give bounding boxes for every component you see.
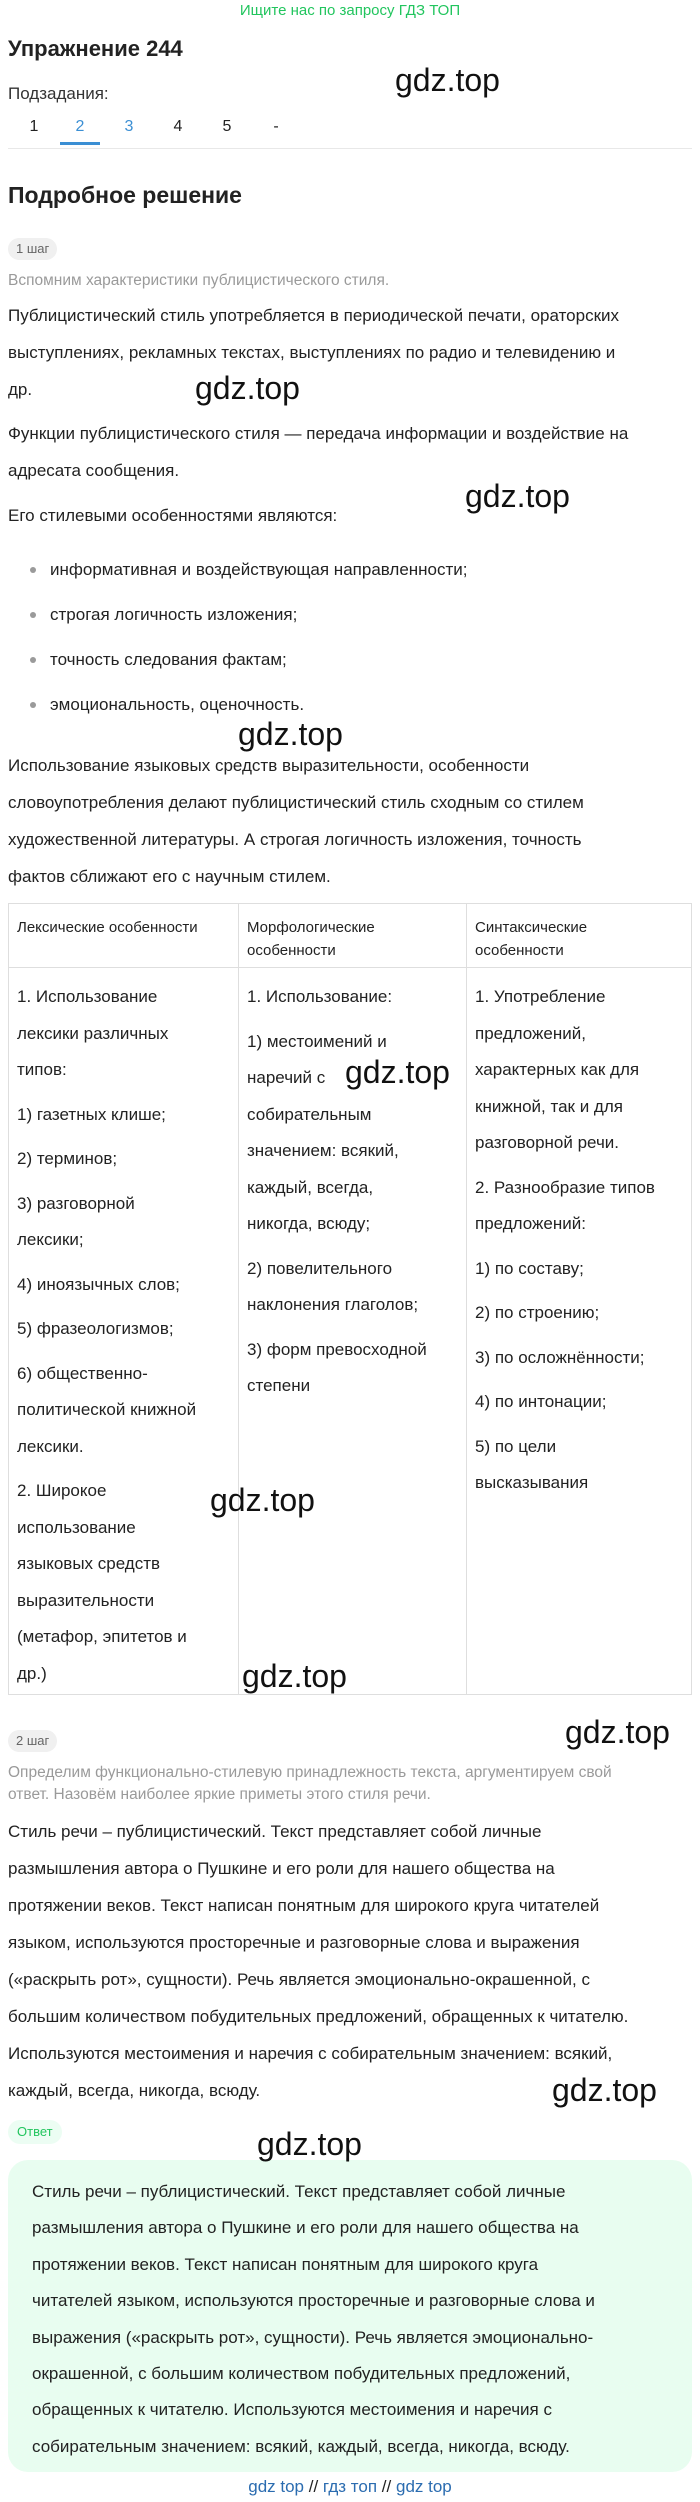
step-1-paragraph-1: Публицистический стиль употребляется в периодической печати, ораторских выступлениях, рекламных текстах, выступлениях по радио и телевидению и др. bbox=[8, 306, 620, 399]
watermark: gdz.top bbox=[195, 370, 300, 406]
table-cell: 1. Использование: 1) местоимений и наречий с собирательным значением: всякий, каждый, всегда, никогда, всюду; 2) повелительного наклонения глаголов; 3) форм превосходной степени bbox=[247, 987, 427, 1395]
tab-3[interactable]: 3 bbox=[124, 118, 134, 135]
tab-1[interactable]: 1 bbox=[29, 118, 39, 135]
watermark: gdz.top bbox=[565, 1714, 670, 1750]
top-banner: Ищите нас по запросу ГДЗ ТОП bbox=[239, 2, 461, 19]
page-title: Упражнение 244 bbox=[8, 36, 183, 61]
table-header-cell: Синтаксические особенности bbox=[467, 904, 691, 968]
watermark: gdz.top bbox=[242, 1658, 347, 1694]
footer-link-gdz-top[interactable]: gdz top bbox=[248, 2477, 304, 2496]
step-1-paragraph-2: Функции публицистического стиля — передача информации и воздействие на адресата сообщения. bbox=[8, 424, 629, 480]
watermark: gdz.top bbox=[238, 716, 343, 752]
footer-link-gdz-top-2[interactable]: gdz top bbox=[395, 2477, 452, 2496]
tab-2[interactable]: 2 bbox=[60, 112, 100, 145]
subtasks-label: Подзадания: bbox=[8, 84, 109, 103]
footer-separator: // bbox=[381, 2477, 392, 2496]
tab-more[interactable]: - bbox=[273, 118, 279, 135]
table-column-syntactic bbox=[466, 904, 691, 1694]
table-cell: 1. Использование лексики различных типов: 1) газетных клише; 2) терминов; 3) разговорной лексики; 4) иноязычных слов; 5) фразеологизмов; 6) общественно- политической книжной лексики. 2. Широкое использование языковых средств выразительности (метафор, эпитетов и др.) bbox=[17, 987, 197, 1683]
step-1-paragraph-3: Его стилевыми особенностями являются: bbox=[8, 506, 338, 525]
step-1-paragraph-4: Использование языковых средств выразительности, особенности словоупотребления делают публицистический стиль сходным со стилем художественной литературы. А строгая логичность изложения, точность фактов сближают его с научным стилем. bbox=[8, 756, 584, 886]
watermark: gdz.top bbox=[395, 62, 500, 98]
list-item: строгая логичность изложения; bbox=[8, 595, 468, 640]
features-table bbox=[8, 903, 692, 1695]
list-item: информативная и воздействующая направленности; bbox=[8, 550, 468, 595]
watermark: gdz.top bbox=[210, 1482, 315, 1518]
answer-box: Стиль речи – публицистический. Текст представляет собой личные размышления автора о Пушкине и его роли для нашего общества на протяжении веков. Текст написан понятным для широкого круга читателей языком, используются просторечные и разговорные слова и выражения («раскрыть рот», сущности). Речь является эмоционально- окрашенной, с большим количеством побудительных предложений, обращенных к читателю. Используются местоимения и наречия с собирательным значением: всякий, каждый, всегда, никогда, всюду. bbox=[8, 2160, 692, 2472]
tabs-divider bbox=[8, 148, 692, 149]
list-item: точность следования фактам; bbox=[8, 640, 468, 685]
watermark: gdz.top bbox=[465, 478, 570, 514]
step-2-text: Стиль речи – публицистический. Текст представляет собой личные размышления автора о Пушкине и его роли для нашего общества на протяжении веков. Текст написан понятным для широкого круга читателей языком, используются просторечные и разговорные слова и выражения («раскрыть рот», сущности). Речь является эмоционально-окрашенной, с большим количеством побудительных предложений, обращенных к читателю. Используются местоимения и наречия с собирательным значением: всякий, каждый, всегда, никогда, всюду. bbox=[8, 1822, 629, 2100]
style-features-list bbox=[8, 550, 468, 730]
table-cell: 1. Употребление предложений, характерных как для книжной, так и для разговорной речи. 2. Разнообразие типов предложений: 1) по составу; 2) по строению; 3) по осложнённости; 4) по интонации; 5) по цели высказывания bbox=[475, 987, 655, 1492]
step-2-badge: 2 шаг bbox=[8, 1730, 57, 1752]
step-1-hint: Вспомним характеристики публицистического стиля. bbox=[8, 272, 390, 289]
tab-4[interactable]: 4 bbox=[173, 118, 183, 135]
tab-5[interactable]: 5 bbox=[222, 118, 232, 135]
watermark: gdz.top bbox=[257, 2126, 362, 2162]
table-column-lexical bbox=[9, 904, 238, 1694]
step-2-hint: Определим функционально-стилевую принадлежность текста, аргументируем свой ответ. Назовём наиболее яркие приметы этого стиля речи. bbox=[8, 1764, 612, 1803]
footer-link-gdz-top-ru[interactable]: гдз топ bbox=[322, 2477, 378, 2496]
watermark: gdz.top bbox=[345, 1054, 450, 1090]
list-item: эмоциональность, оценочность. bbox=[8, 685, 468, 730]
solution-heading: Подробное решение bbox=[8, 182, 242, 208]
table-header-cell: Лексические особенности bbox=[9, 904, 238, 968]
answer-label: Ответ bbox=[8, 2120, 62, 2144]
table-column-morphological bbox=[238, 904, 466, 1694]
footer-separator: // bbox=[308, 2477, 319, 2496]
table-header-cell: Морфологические особенности bbox=[239, 904, 466, 968]
step-1-badge: 1 шаг bbox=[8, 238, 57, 260]
footer-links bbox=[0, 2476, 700, 2498]
watermark: gdz.top bbox=[552, 2072, 657, 2108]
